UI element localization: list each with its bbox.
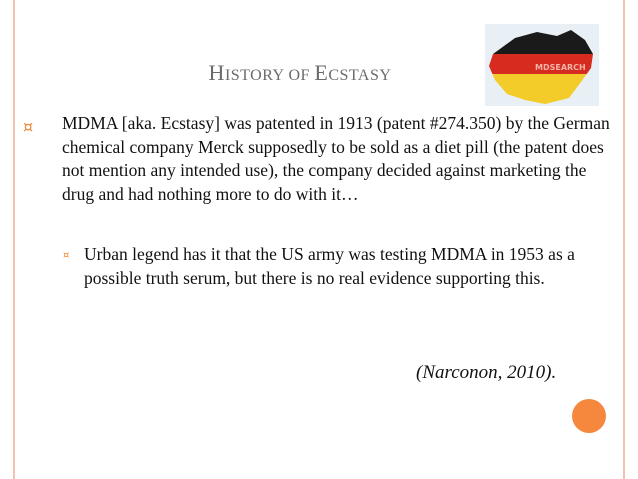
- right-border-line: [623, 0, 625, 479]
- bullet-text-2: Urban legend has it that the US army was testing MDMA in 1953 as a possible truth serum, but there is no real evidence supporting this.: [84, 244, 575, 288]
- germany-flag-map-icon: [485, 24, 599, 106]
- title-rest-1: ISTORY OF: [224, 67, 315, 84]
- citation: (Narconon, 2010).: [416, 362, 557, 383]
- sub-bullet-icon: ¤: [63, 250, 70, 261]
- map-watermark-label: MDSEARCH: [535, 63, 586, 72]
- bullet-icon: ¤: [23, 117, 34, 136]
- bullet-text-1: MDMA [aka. Ecstasy] was patented in 1913 (patent #274.350) by the German chemical company Merck supposedly to be sold as a diet pill (the patent does not mention any intended use), the company decided against marketing the drug and had nothing more to do with it…: [62, 113, 610, 204]
- title-cap-2: E: [314, 60, 329, 85]
- decorative-circle: [572, 399, 606, 433]
- left-border-line: [13, 0, 15, 479]
- title-rest-2: CSTASY: [328, 67, 392, 84]
- title-cap-1: H: [208, 60, 225, 85]
- slide-title: [150, 60, 450, 86]
